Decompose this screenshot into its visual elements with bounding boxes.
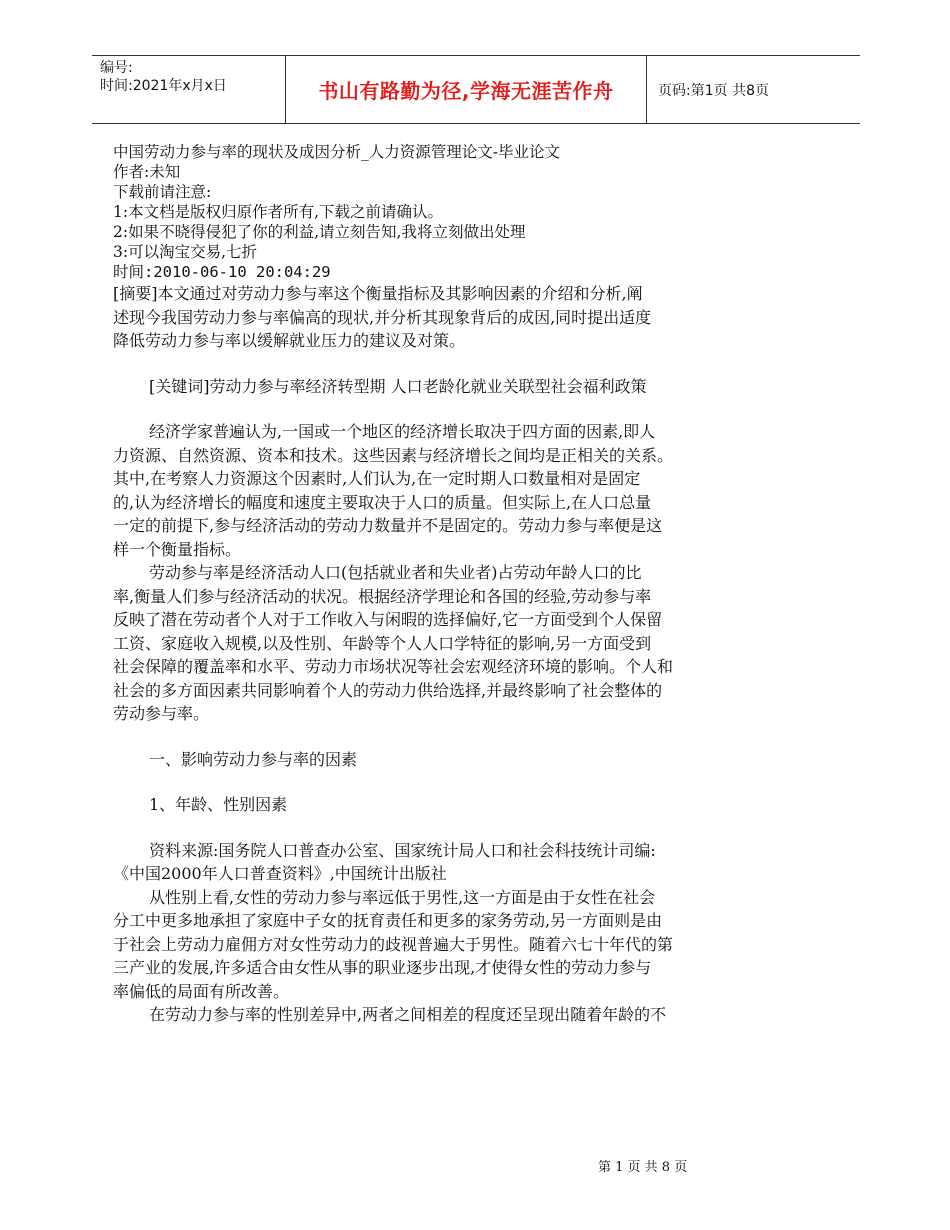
keywords: [关键词]劳动力参与率经济转型期 人口老龄化就业关联型社会福利政策 [149,376,647,396]
paragraph-line: 率,衡量人们参与经济活动的状况。根据经济学理论和各国的经验,劳动参与率 [113,586,652,606]
paragraph-3 [113,886,773,1004]
notice-item-2: 2:如果不晓得侵犯了你的利益,请立刻告知,我将立刻做出处理 [113,223,526,241]
data-source [113,839,773,886]
paragraph-line: 反映了潜在劳动者个人对于工作收入与闲暇的选择偏好,它一方面受到个人保留 [113,610,663,629]
abstract-line: [摘要]本文通过对劳动力参与率这个衡量指标及其影响因素的介绍和分析,阐 [113,284,643,303]
header-date: 时间:2021年x月x日 [100,78,227,94]
paragraph-line: 社会的多方面因素共同影响着个人的劳动力供给选择,并最终影响了社会整体的 [113,680,663,700]
paragraph-1 [113,420,773,561]
paragraph-line: 在劳动力参与率的性别差异中,两者之间相差的程度还呈现出随着年龄的不 [149,1005,667,1024]
doc-title: 中国劳动力参与率的现状及成因分析_人力资源管理论文-毕业论文 [113,143,560,161]
paragraph-line: 的,认为经济增长的幅度和速度主要取决于人口的质量。但实际上,在人口总量 [113,492,652,512]
notice-item-1: 1:本文档是版权归原作者所有,下载之前请确认。 [113,203,444,221]
source-line: 《中国2000年人口普查资料》,中国统计出版社 [113,864,447,883]
paragraph-line: 力资源、自然资源、资本和技术。这些因素与经济增长之间均是正相关的关系。 [113,445,674,465]
paragraph-line: 分工中更多地承担了家庭中子女的抚育责任和更多的家务劳动,另一方面则是由 [113,911,663,930]
paragraph-line: 一定的前提下,参与经济活动的劳动力数量并不是固定的。劳动力参与率便是这 [113,516,663,535]
notice-heading: 下载前请注意: [113,183,212,201]
paragraph-line: 社会保障的覆盖率和水平、劳动力市场状况等社会宏观经济环境的影响。个人和 [113,657,674,676]
paragraph-line: 其中,在考察人力资源这个因素时,人们认为,在一定时期人口数量相对是固定 [113,469,641,488]
paragraph-line: 从性别上看,女性的劳动力参与率远低于男性,这一方面是由于女性在社会 [149,887,656,907]
document-body [113,142,773,1027]
paragraph-line: 于社会上劳动力雇佣方对女性劳动力的歧视普遍大于男性。随着六七十年代的第 [113,934,674,954]
doc-time: 时间:2010-06-10 20:04:29 [113,263,331,281]
source-line: 资料来源:国务院人口普查办公室、国家统计局人口和社会科技统计司编: [149,840,656,860]
header-meta [100,59,280,95]
header-motto: 书山有路勤为径,学海无涯苦作舟 [318,79,614,103]
notice-item-3: 3:可以淘宝交易,七折 [113,243,258,261]
subsection-heading: 1、年龄、性别因素 [149,795,288,814]
paragraph-line: 样一个衡量指标。 [113,539,242,559]
document-header [92,55,860,124]
paragraph-line: 劳动参与率。 [113,704,210,723]
paragraph-line: 经济学家普遍认为,一国或一个地区的经济增长取决于四方面的因素,即人 [149,422,656,441]
paragraph-2 [113,561,773,726]
paragraph-line: 劳动参与率是经济活动人口(包括就业者和失业者)占劳动年龄人口的比 [149,563,642,582]
header-motto-box [285,56,647,123]
paragraph-line: 三产业的发展,许多适合由女性从事的职业逐步出现,才使得女性的劳动力参与 [113,958,652,977]
doc-author: 作者:未知 [113,163,181,181]
paragraph-line: 工资、家庭收入规模,以及性别、年龄等个人人口学特征的影响,另一方面受到 [113,633,652,653]
footer-page-number: 第 1 页 共 8 页 [598,1160,688,1175]
abstract [113,282,773,353]
paragraph-4 [113,1003,773,1027]
section-heading: 一、影响劳动力参与率的因素 [149,749,358,769]
header-page-info: 页码:第1页 共8页 [658,82,769,99]
abstract-line: 述现今我国劳动力参与率偏高的现状,并分析其现象背后的成因,同时提出适度 [113,307,652,327]
paragraph-line: 率偏低的局面有所改善。 [113,981,290,1001]
header-number-label: 编号: [100,60,133,76]
abstract-line: 降低劳动力参与率以缓解就业压力的建议及对策。 [113,331,466,350]
